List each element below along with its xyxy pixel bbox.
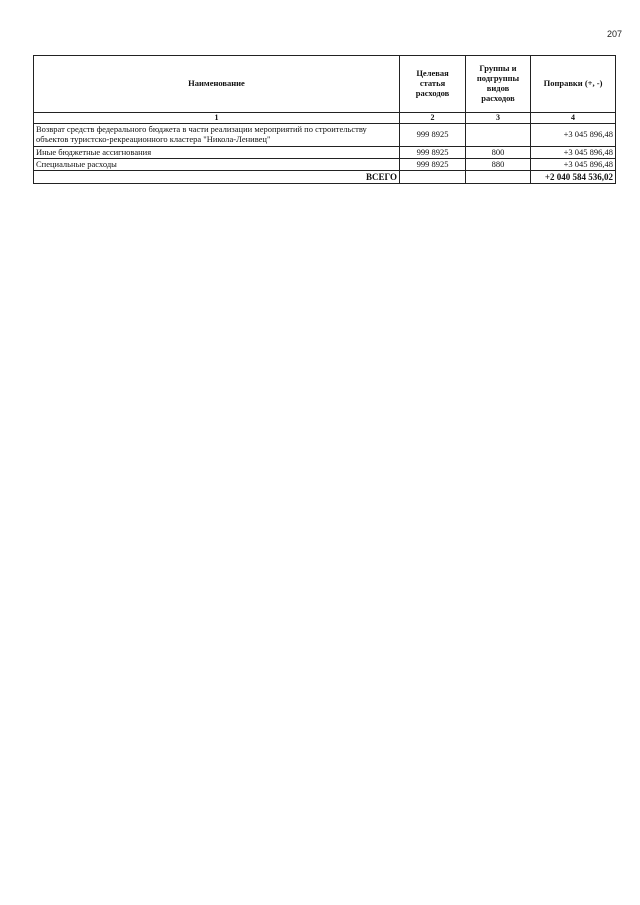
row-target-article: 999 8925 (400, 124, 466, 147)
row-amount: +3 045 896,48 (531, 159, 616, 171)
column-number: 2 (400, 113, 466, 124)
total-empty-cell (466, 171, 531, 184)
column-number-row (34, 113, 616, 124)
header-expense-groups: Группы и подгруппы видов расходов (466, 56, 531, 113)
total-row (34, 171, 616, 184)
row-target-article: 999 8925 (400, 159, 466, 171)
budget-amendments-table (33, 55, 616, 184)
row-expense-group (466, 124, 531, 147)
row-expense-group: 880 (466, 159, 531, 171)
header-amendments: Поправки (+, -) (531, 56, 616, 113)
row-amount: +3 045 896,48 (531, 124, 616, 147)
table-row (34, 159, 616, 171)
column-number: 3 (466, 113, 531, 124)
row-expense-group: 800 (466, 147, 531, 159)
table-row (34, 147, 616, 159)
header-name: Наименование (34, 56, 400, 113)
row-name: Специальные расходы (34, 159, 400, 171)
total-empty-cell (400, 171, 466, 184)
page-number: 207 (606, 29, 622, 39)
table-row (34, 124, 616, 147)
row-name: Возврат средств федерального бюджета в части реализации мероприятий по строительству объектов туристско-рекреационного кластера "Никола-Ленивец" (34, 124, 400, 147)
total-label: ВСЕГО (34, 171, 400, 184)
column-number: 4 (531, 113, 616, 124)
row-name: Иные бюджетные ассигнования (34, 147, 400, 159)
column-number: 1 (34, 113, 400, 124)
header-target-article: Целевая статья расходов (400, 56, 466, 113)
table-header-row (34, 56, 616, 113)
row-amount: +3 045 896,48 (531, 147, 616, 159)
row-target-article: 999 8925 (400, 147, 466, 159)
total-amount: +2 040 584 536,02 (531, 171, 616, 184)
